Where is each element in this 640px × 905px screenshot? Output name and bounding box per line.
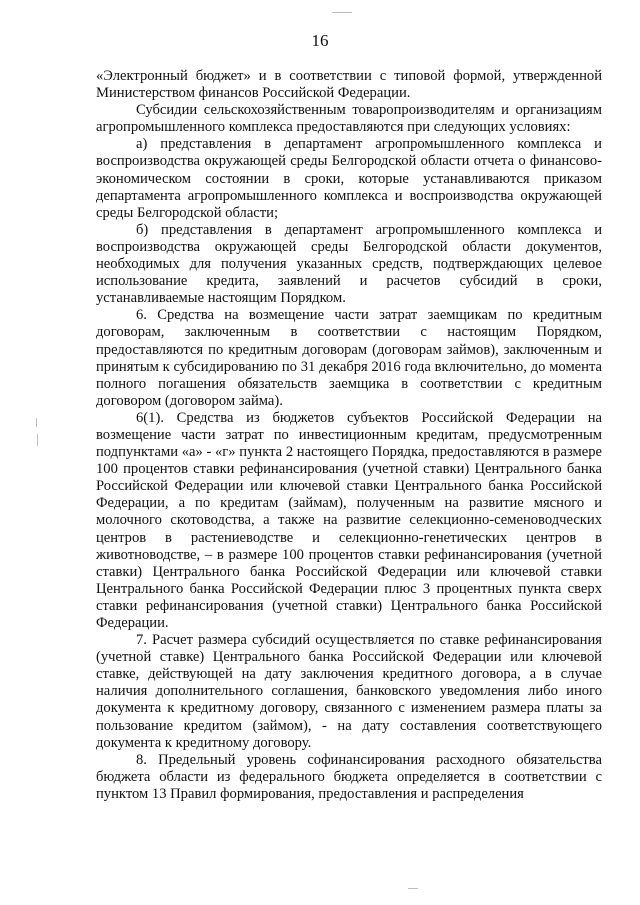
- scan-artifact: [37, 434, 38, 446]
- paragraph-continuation: «Электронный бюджет» и в соответствии с типовой формой, утвержденной Министерством финансов Российской Федерации.: [96, 68, 602, 102]
- page-number: 16: [311, 31, 329, 50]
- paragraph-condition-b: б) представления в департамент агропромышленного комплекса и воспроизводства окружающей среды Белгородской области документов, необходимых для получения указанных средств, подтверждающих целевое использование кредита, заявлений и расчетов субсидий в сроки, устанавливаемые настоящим Порядком.: [96, 221, 602, 307]
- paragraph-subsidy-conditions: Субсидии сельскохозяйственным товаропроизводителям и организациям агропромышленного комплекса предоставляются при следующих условиях:: [96, 102, 602, 136]
- paragraph-clause-8: 8. Предельный уровень софинансирования расходного обязательства бюджета области из федерального бюджета определяется в соответствии с пунктом 13 Правил формирования, предоставления и распределения: [96, 751, 602, 802]
- scan-artifact: [36, 418, 37, 427]
- paragraph-condition-a: а) представления в департамент агропромышленного комплекса и воспроизводства окружающей среды Белгородской области отчета о финансово-экономическом состоянии в сроки, которые устанавливаются приказом департамента агропромышленного комплекса и воспроизводства окружающей среды Белгородской области;: [96, 136, 602, 221]
- document-body: [96, 68, 602, 803]
- scan-artifact: [332, 12, 352, 13]
- paragraph-clause-7: 7. Расчет размера субсидий осуществляется по ставке рефинансирования (учетной ставке) Центрального банка Российской Федерации или ключевой ставке, действующей на дату заключения кредитного договора, а в случае наличия дополнительного соглашения, банковского уведомления либо иного документа к кредитному договору, связанного с изменением размера платы за пользование кредитом (займом), - на дату составления соответствующего документа к кредитному договору.: [96, 632, 602, 751]
- paragraph-clause-6: 6. Средства на возмещение части затрат заемщикам по кредитным договорам, заключенным в соответствии с настоящим Порядком, предоставляются по кредитным договорам (договорам займов), заключенным и принятым к субсидированию по 31 декабря 2016 года включительно, до момента полного погашения обязательств заемщика в соответствии с кредитным договором (договором займа).: [96, 307, 602, 409]
- scan-artifact: [408, 888, 418, 889]
- paragraph-clause-6-1: 6(1). Средства из бюджетов субъектов Российской Федерации на возмещение части затрат по инвестиционным кредитам, предусмотренным подпунктами «а» - «г» пункта 2 настоящего Порядка, предоставляются в размере 100 процентов ставки рефинансирования (учетной ставки) Центрального банка Российской Федерации или ключевой ставки Центрального банка Российской Федерации, а по кредитам (займам), полученным на развитие мясного и молочного скотоводства, а также на развитие селекционно-семеноводческих центров в растениеводстве и селекционно-генетических центров в животноводстве, – в размере 100 процентов ставки рефинансирования (учетной ставки) Центрального банка Российской Федерации или ключевой ставки Центрального банка Российской Федерации плюс 3 процентных пункта сверх ставки рефинансирования (учетной ставки) Центрального банка Российской Федерации.: [96, 409, 602, 631]
